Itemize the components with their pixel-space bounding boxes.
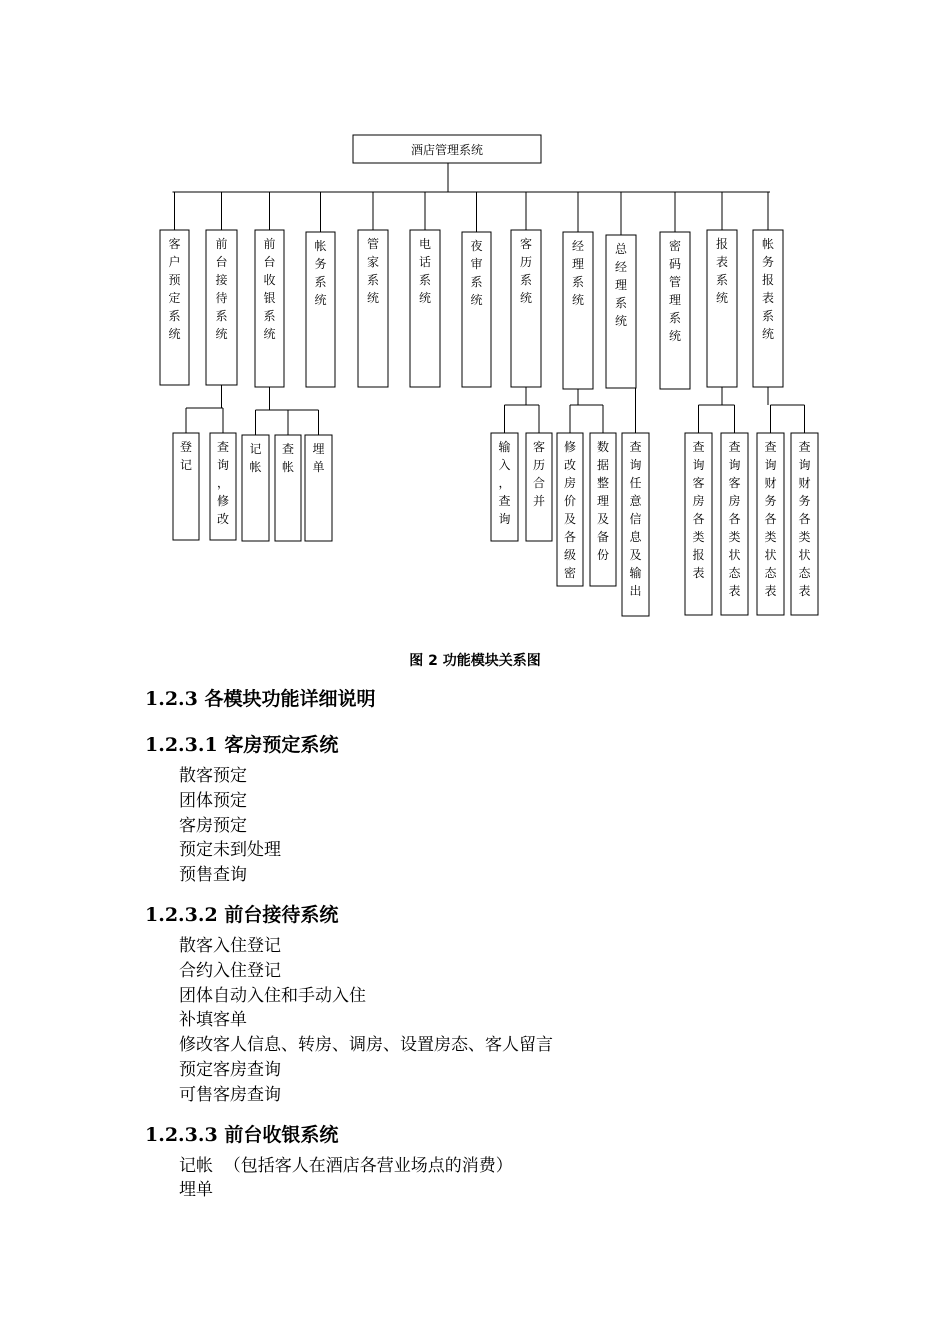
list-item: 埋单	[179, 1180, 213, 1201]
document-body	[145, 684, 845, 1203]
submodule-box-label: 客历合并	[532, 440, 546, 508]
feature-list	[179, 1154, 845, 1204]
submodule-box-label: 查询财务各类状态表	[764, 440, 777, 598]
subsection-title: 1.2.3.3 前台收银系统	[145, 1123, 339, 1146]
submodule-box-label: 数据整理及备份	[596, 440, 610, 562]
submodule-box	[590, 433, 616, 586]
module-box-frame	[306, 232, 335, 387]
module-box-frame	[410, 230, 440, 387]
submodule-box-label: 查询财务各类状态表	[798, 440, 811, 598]
module-box-frame	[563, 232, 593, 389]
module-box-frame	[462, 232, 491, 387]
module-box	[707, 230, 737, 387]
list-item: 记帐 （包括客人在酒店各营业场点的消费）	[179, 1155, 513, 1176]
section-front-desk-reception	[145, 900, 845, 1108]
module-box-label: 经理系统	[571, 239, 585, 307]
list-item: 预定未到处理	[179, 840, 281, 861]
list-item: 预定客房查询	[179, 1059, 281, 1080]
module-box-label: 客历系统	[519, 237, 533, 305]
list-item: 团体自动入住和手动入住	[179, 985, 366, 1006]
module-box-label: 前台接待系统	[215, 237, 228, 341]
submodule-box	[173, 433, 199, 540]
module-box-label: 帐务报表系统	[761, 237, 775, 341]
submodule-box	[557, 433, 583, 586]
submodule-box	[275, 435, 301, 541]
submodule-box	[757, 433, 784, 615]
submodule-box	[622, 433, 649, 616]
submodule-box-label: 记帐	[249, 442, 262, 474]
list-item: 补填客单	[179, 1010, 247, 1031]
list-item: 散客预定	[179, 766, 247, 786]
submodule-box-label: 输入，查询	[498, 440, 511, 526]
module-box	[462, 232, 491, 387]
submodule-box-label: 查询，修改	[216, 440, 230, 526]
submodule-box-label: 查询任意信息及输出	[629, 440, 642, 598]
submodule-box	[721, 433, 748, 615]
feature-list	[179, 764, 845, 888]
feature-list	[179, 934, 845, 1108]
submodule-box-label: 查询客房各类报表	[692, 440, 705, 580]
root-box-label-wrap	[353, 135, 541, 163]
submodule-box	[242, 435, 269, 541]
submodule-box	[526, 433, 552, 541]
module-box	[358, 230, 388, 387]
list-item: 合约入住登记	[179, 960, 281, 981]
list-item: 修改客人信息、转房、调房、设置房态、客人留言	[179, 1035, 553, 1056]
module-box-label: 总经理系统	[614, 242, 628, 328]
list-item: 客房预定	[179, 815, 247, 836]
section-heading: 1.2.3 各模块功能详细说明	[145, 688, 376, 710]
module-box	[206, 230, 237, 385]
subsection-title: 1.2.3.1 客房预定系统	[145, 734, 339, 756]
submodule-box-label: 修改房价及各级密	[563, 440, 577, 580]
module-box-frame	[358, 230, 388, 387]
submodule-box-label: 登记	[179, 440, 193, 472]
submodule-box-label: 埋单	[312, 442, 325, 474]
module-box-frame	[160, 230, 189, 385]
figure-caption: 图 2 功能模块关系图	[409, 653, 541, 669]
subsection-title: 1.2.3.2 前台接待系统	[145, 903, 339, 926]
module-box	[606, 235, 636, 388]
module-box-frame	[707, 230, 737, 387]
module-box	[255, 230, 284, 387]
module-box-label: 帐务系统	[314, 239, 327, 307]
module-box	[511, 230, 541, 387]
module-box	[306, 232, 335, 387]
module-box-label: 前台收银系统	[263, 237, 276, 341]
submodule-box-label: 查帐	[281, 442, 295, 474]
root-label: 酒店管理系统	[410, 142, 483, 157]
module-diagram	[0, 0, 950, 640]
submodule-box	[305, 435, 332, 541]
submodule-box	[210, 433, 236, 540]
submodule-box	[791, 433, 818, 615]
section-front-desk-cashier	[145, 1120, 845, 1204]
submodule-box	[491, 433, 518, 541]
module-box-label: 管家系统	[366, 237, 380, 305]
module-box-label: 夜审系统	[470, 239, 483, 307]
module-box	[410, 230, 440, 387]
module-box	[563, 232, 593, 389]
submodule-box-frame	[557, 433, 583, 586]
module-box	[160, 230, 189, 385]
module-boxes	[160, 230, 818, 616]
module-box	[753, 230, 783, 387]
submodule-box-frame	[590, 433, 616, 586]
list-item: 预售查询	[179, 865, 247, 886]
module-box-label: 密码管理系统	[668, 239, 682, 343]
module-box	[660, 232, 690, 389]
module-box-frame	[606, 235, 636, 388]
module-box-label: 电话系统	[418, 237, 432, 305]
module-box-label: 客户预定系统	[168, 237, 181, 341]
submodule-box	[685, 433, 712, 615]
section-room-reservation	[145, 730, 845, 888]
module-box-label: 报表系统	[715, 237, 729, 305]
list-item: 团体预定	[179, 790, 247, 811]
module-box-frame	[206, 230, 237, 385]
submodule-box-label: 查询客房各类状态表	[728, 440, 741, 598]
list-item: 散客入住登记	[179, 935, 281, 956]
list-item: 可售客房查询	[179, 1084, 281, 1105]
module-box-frame	[511, 230, 541, 387]
